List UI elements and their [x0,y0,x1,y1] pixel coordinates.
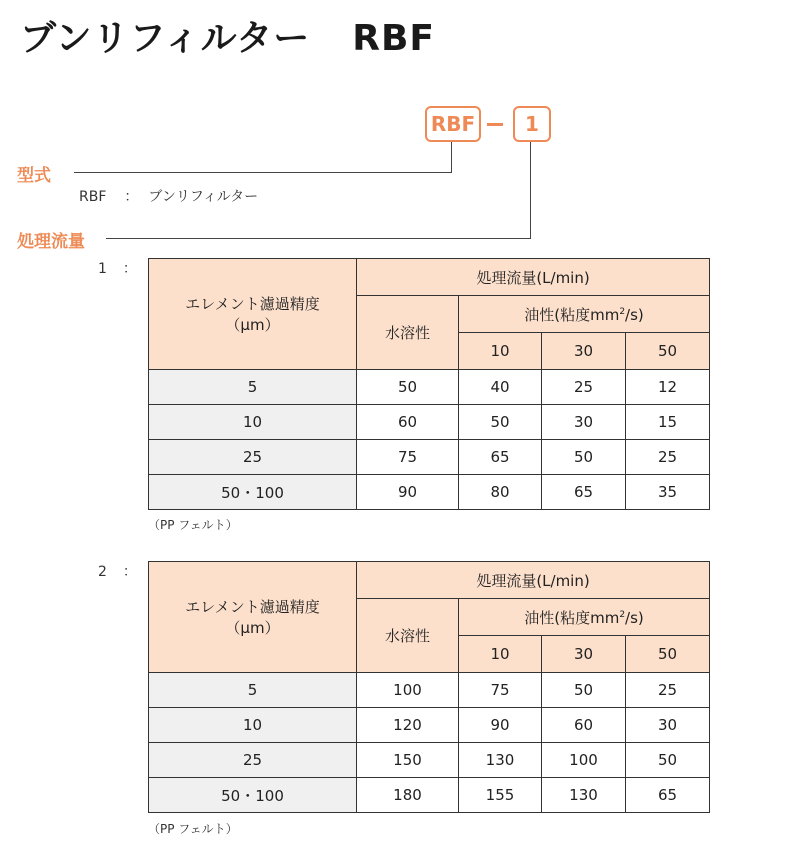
cell-element: 50・100 [149,475,357,510]
cell-water: 60 [357,405,459,440]
table-row [149,778,710,813]
cell-oil: 25 [626,440,710,475]
flow-table [148,561,710,813]
header-flow: 処理流量(L/min) [357,562,710,599]
cell-water: 100 [357,673,459,708]
table-row [149,743,710,778]
header-viscosity: 10 [459,333,542,370]
cell-water: 90 [357,475,459,510]
table-row [149,708,710,743]
flow-table [148,258,710,510]
header-element: エレメント濾過精度 （μm） [149,562,357,673]
cell-element: 50・100 [149,778,357,813]
leader-line-model-horizontal [74,172,452,173]
cell-oil: 155 [459,778,542,813]
header-water: 水溶性 [357,599,459,673]
cell-oil: 130 [459,743,542,778]
cell-water: 180 [357,778,459,813]
cell-oil: 30 [626,708,710,743]
model-desc-name: ブンリフィルター [148,189,259,205]
cell-oil: 30 [542,405,626,440]
cell-oil: 50 [626,743,710,778]
table-row [149,440,710,475]
header-viscosity: 30 [542,636,626,673]
cell-oil: 35 [626,475,710,510]
model-code-box-series: RBF [425,106,481,142]
cell-oil: 90 [459,708,542,743]
cell-water: 50 [357,370,459,405]
cell-element: 25 [149,440,357,475]
cell-oil: 50 [459,405,542,440]
cell-element: 25 [149,743,357,778]
header-viscosity: 50 [626,333,710,370]
model-code-box-flow: 1 [513,106,551,142]
leader-line-flow-vertical [530,142,531,239]
header-element: エレメント濾過精度 （μm） [149,259,357,370]
cell-oil: 65 [626,778,710,813]
model-desc-code: RBF [79,189,107,205]
table-note: （PP フェルト） [148,518,238,532]
header-oil: 油性(粘度$mm^2/s$) [459,296,710,333]
table-row [149,405,710,440]
model-code-dash [487,123,503,126]
table-row [149,673,710,708]
table-note: （PP フェルト） [148,822,238,836]
cell-oil: 50 [542,673,626,708]
header-flow: 処理流量(L/min) [357,259,710,296]
header-oil: 油性(粘度$mm^2/s$) [459,599,710,636]
cell-oil: 130 [542,778,626,813]
table-row [149,475,710,510]
leader-line-flow-horizontal [106,238,531,239]
table-row [149,370,710,405]
header-viscosity: 30 [542,333,626,370]
model-desc-sep: ： [124,189,139,205]
cell-oil: 40 [459,370,542,405]
cell-element: 10 [149,708,357,743]
label-model: 型式 [17,166,51,186]
cell-water: 150 [357,743,459,778]
cell-oil: 65 [542,475,626,510]
cell-oil: 15 [626,405,710,440]
cell-element: 5 [149,370,357,405]
header-viscosity: 50 [626,636,710,673]
product-name: ブンリフィルター [20,18,311,59]
table-number: 2 ： [98,564,137,580]
table-number: 1 ： [98,261,137,277]
cell-element: 10 [149,405,357,440]
cell-oil: 60 [542,708,626,743]
product-code: RBF [352,18,436,59]
cell-oil: 50 [542,440,626,475]
cell-oil: 25 [542,370,626,405]
cell-water: 75 [357,440,459,475]
cell-oil: 25 [626,673,710,708]
cell-oil: 12 [626,370,710,405]
cell-oil: 100 [542,743,626,778]
label-flow: 処理流量 [17,232,85,252]
cell-oil: 75 [459,673,542,708]
model-description [79,186,258,206]
cell-element: 5 [149,673,357,708]
leader-line-model-vertical [451,142,452,172]
page-title [20,10,435,61]
cell-water: 120 [357,708,459,743]
cell-oil: 80 [459,475,542,510]
header-viscosity: 10 [459,636,542,673]
cell-oil: 65 [459,440,542,475]
header-water: 水溶性 [357,296,459,370]
